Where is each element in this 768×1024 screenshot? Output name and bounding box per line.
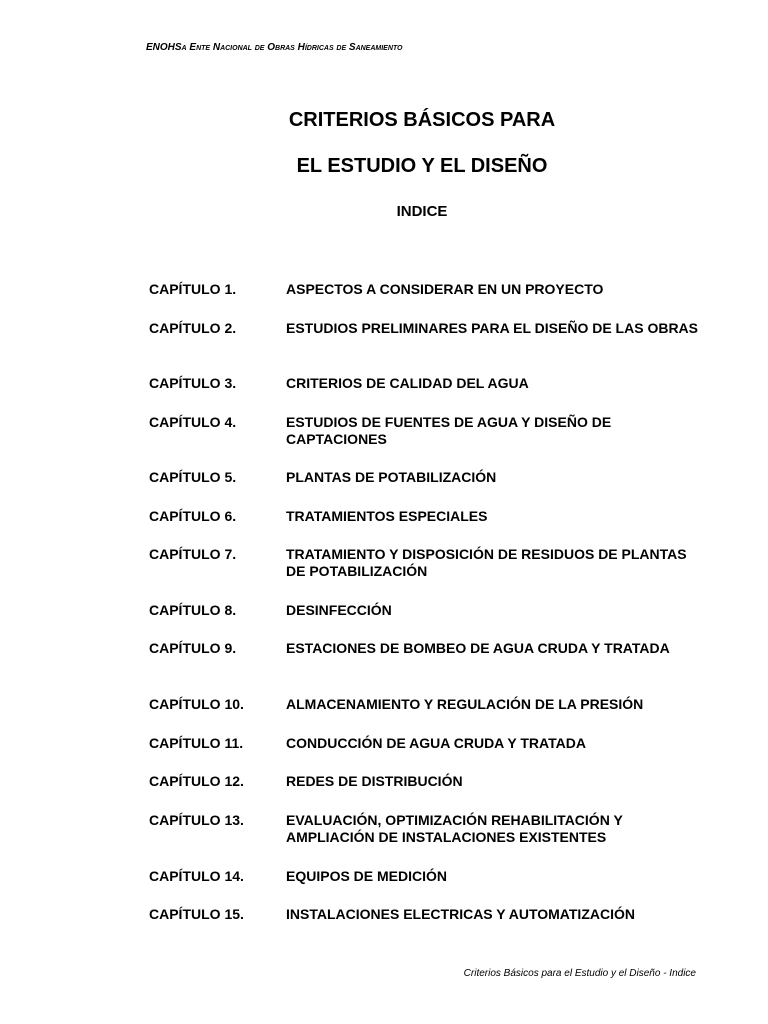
chapter-number: CAPÍTULO 13. bbox=[149, 812, 244, 828]
chapter-number: CAPÍTULO 12. bbox=[149, 773, 244, 789]
chapter-number: CAPÍTULO 1. bbox=[149, 281, 237, 297]
chapter-number: CAPÍTULO 11. bbox=[149, 735, 244, 751]
chapter-number: CAPÍTULO 9. bbox=[149, 640, 237, 656]
chapter-title: EQUIPOS DE MEDICIÓN bbox=[286, 868, 448, 884]
chapter-number: CAPÍTULO 7. bbox=[149, 546, 237, 562]
chapter-title: CRITERIOS DE CALIDAD DEL AGUA bbox=[286, 375, 529, 391]
chapter-title: ESTACIONES DE BOMBEO DE AGUA CRUDA Y TRATADA bbox=[286, 640, 670, 656]
chapter-number: CAPÍTULO 3. bbox=[149, 375, 237, 391]
chapter-title: ALMACENAMIENTO Y REGULACIÓN DE LA PRESIÓN bbox=[286, 696, 644, 712]
chapter-number: CAPÍTULO 2. bbox=[149, 320, 237, 336]
chapter-title: INSTALACIONES ELECTRICAS Y AUTOMATIZACIÓN bbox=[286, 906, 635, 922]
chapter-number: CAPÍTULO 15. bbox=[149, 906, 244, 922]
chapter-number: CAPÍTULO 8. bbox=[149, 602, 237, 618]
document-title-line-2: EL ESTUDIO Y EL DISEÑO bbox=[296, 155, 548, 177]
index-heading: INDICE bbox=[396, 203, 448, 220]
chapter-number: CAPÍTULO 5. bbox=[149, 469, 237, 485]
chapter-title: TRATAMIENTO Y DISPOSICIÓN DE RESIDUOS DE PLANTAS DE POTABILIZACIÓN bbox=[286, 546, 687, 579]
chapter-number: CAPÍTULO 4. bbox=[149, 414, 237, 430]
chapter-number: CAPÍTULO 10. bbox=[149, 696, 244, 712]
chapter-title: CONDUCCIÓN DE AGUA CRUDA Y TRATADA bbox=[286, 735, 586, 751]
chapter-title: EVALUACIÓN, OPTIMIZACIÓN REHABILITACIÓN Y AMPLIACIÓN DE INSTALACIONES EXISTENTES bbox=[286, 812, 623, 845]
chapter-number: CAPÍTULO 14. bbox=[149, 868, 244, 884]
chapter-title: DESINFECCIÓN bbox=[286, 602, 392, 618]
chapter-number: CAPÍTULO 6. bbox=[149, 508, 237, 524]
chapter-title: PLANTAS DE POTABILIZACIÓN bbox=[286, 469, 497, 485]
chapter-title: ASPECTOS A CONSIDERAR EN UN PROYECTO bbox=[286, 281, 604, 297]
chapter-title: ESTUDIOS DE FUENTES DE AGUA Y DISEÑO DE CAPTACIONES bbox=[286, 414, 612, 447]
chapter-title: REDES DE DISTRIBUCIÓN bbox=[286, 773, 463, 789]
page-footer: Criterios Básicos para el Estudio y el Diseño - Indice bbox=[463, 968, 696, 979]
page-header: ENOHSa Ente Nacional de Obras Hídricas de Saneamiento bbox=[146, 42, 403, 53]
chapter-title: ESTUDIOS PRELIMINARES PARA EL DISEÑO DE LAS OBRAS bbox=[286, 320, 699, 336]
chapter-title: TRATAMIENTOS ESPECIALES bbox=[286, 508, 488, 524]
document-title-line-1: CRITERIOS BÁSICOS PARA bbox=[288, 109, 556, 131]
